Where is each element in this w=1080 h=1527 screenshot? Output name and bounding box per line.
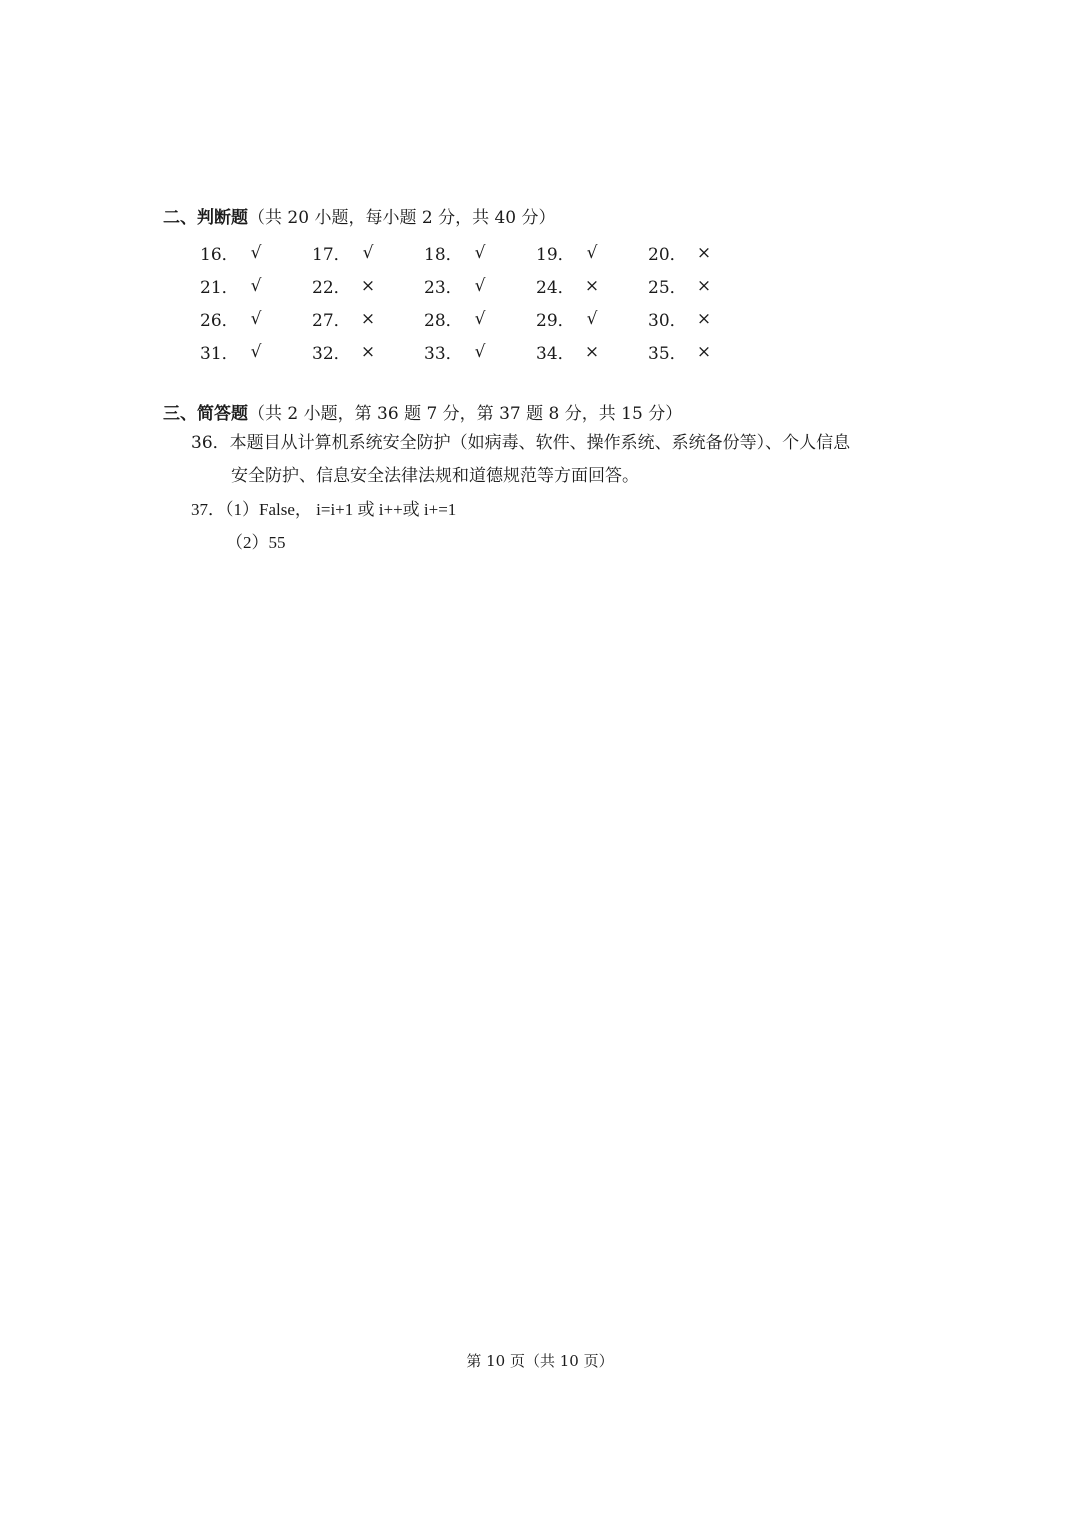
answer-item	[536, 240, 648, 265]
section-2-heading	[163, 203, 556, 228]
answer-mark: ×	[696, 308, 712, 329]
answer-item	[536, 306, 648, 331]
question-number: 27．	[312, 311, 351, 331]
question-number: 18．	[424, 245, 463, 265]
answer-item	[536, 273, 648, 298]
answer-mark: √	[362, 242, 374, 263]
answer-item	[200, 306, 312, 331]
section-3-title: 三、简答题	[163, 404, 248, 424]
answer-item	[648, 339, 760, 364]
answer-mark: √	[250, 275, 262, 296]
answer-mark: √	[474, 242, 486, 263]
answer-mark: √	[250, 308, 262, 329]
answer-item	[312, 240, 424, 265]
answer-mark: ×	[696, 275, 712, 296]
answer-mark: √	[474, 341, 486, 362]
answer-row	[200, 302, 760, 335]
answer-item	[424, 306, 536, 331]
question-number: 21．	[200, 278, 239, 298]
answer-mark: √	[474, 275, 486, 296]
answer-mark: ×	[360, 308, 376, 329]
answer-item	[648, 240, 760, 265]
answer-mark: √	[250, 242, 262, 263]
answer-item	[200, 339, 312, 364]
question-number: 32．	[312, 344, 351, 364]
answer-mark: ×	[584, 341, 600, 362]
answer-item	[648, 306, 760, 331]
question-37-answer-part-1: 37．（1）False， i=i+1 或 i++或 i+=1	[191, 500, 457, 519]
question-number: 17．	[312, 245, 351, 265]
answer-mark: ×	[696, 242, 712, 263]
answer-item	[424, 273, 536, 298]
question-number: 34．	[536, 344, 575, 364]
question-number: 23．	[424, 278, 463, 298]
answer-mark: √	[586, 242, 598, 263]
question-number: 28．	[424, 311, 463, 331]
question-37-answer-part-2: （2）55	[226, 533, 286, 552]
answer-mark: √	[586, 308, 598, 329]
question-number: 22．	[312, 278, 351, 298]
question-number: 24．	[536, 278, 575, 298]
answer-item	[424, 240, 536, 265]
question-number: 26．	[200, 311, 239, 331]
question-number: 19．	[536, 245, 575, 265]
answer-row	[200, 236, 760, 269]
answer-mark: ×	[360, 341, 376, 362]
true-false-answer-grid	[200, 236, 760, 368]
answer-row	[200, 269, 760, 302]
answer-item	[200, 273, 312, 298]
answer-mark: ×	[360, 275, 376, 296]
answer-mark: √	[474, 308, 486, 329]
question-number: 20．	[648, 245, 687, 265]
question-number: 35．	[648, 344, 687, 364]
answer-item	[312, 306, 424, 331]
question-number: 25．	[648, 278, 687, 298]
section-3-detail: （共 2 小题，第 36 题 7 分，第 37 题 8 分，共 15 分）	[248, 404, 683, 424]
question-36-answer-line-2: 安全防护、信息安全法律法规和道德规范等方面回答。	[231, 466, 639, 486]
question-number: 16．	[200, 245, 239, 265]
answer-row	[200, 335, 760, 368]
answer-mark: ×	[584, 275, 600, 296]
answer-item	[648, 273, 760, 298]
section-3-heading	[163, 399, 682, 424]
answer-item	[312, 339, 424, 364]
question-number: 31．	[200, 344, 239, 364]
answer-item	[200, 240, 312, 265]
question-number: 33．	[424, 344, 463, 364]
section-2-title: 二、判断题	[163, 208, 248, 228]
question-36-answer-line-1: 36．本题目从计算机系统安全防护（如病毒、软件、操作系统、系统备份等）、个人信息	[191, 433, 851, 453]
page-footer: 第 10 页（共 10 页）	[466, 1352, 614, 1370]
answer-mark: √	[250, 341, 262, 362]
question-number: 30．	[648, 311, 687, 331]
answer-item	[312, 273, 424, 298]
section-2-detail: （共 20 小题，每小题 2 分，共 40 分）	[248, 208, 556, 228]
answer-item	[536, 339, 648, 364]
answer-mark: ×	[696, 341, 712, 362]
question-number: 29．	[536, 311, 575, 331]
answer-item	[424, 339, 536, 364]
